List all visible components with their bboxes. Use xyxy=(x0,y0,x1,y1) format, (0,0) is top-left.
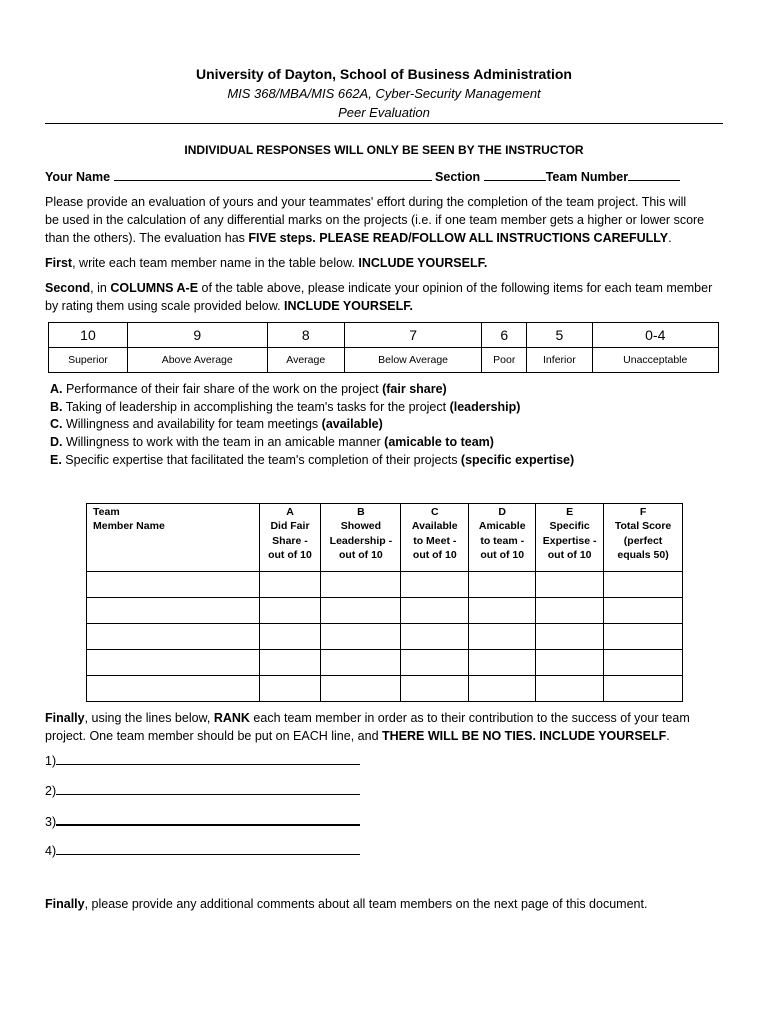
criteria-text: Willingness to work with the team in an amicable manner xyxy=(62,435,385,450)
score-cell[interactable] xyxy=(536,572,604,598)
header-line: equals 50) xyxy=(617,548,669,561)
score-cell[interactable] xyxy=(321,598,401,624)
eval-header-row xyxy=(87,504,683,572)
scale-label: Superior xyxy=(49,348,128,373)
score-cell[interactable] xyxy=(469,572,536,598)
step-second-emphasis: INCLUDE YOURSELF. xyxy=(284,299,413,313)
criteria-letter: C. xyxy=(50,417,63,432)
section-label: Section xyxy=(435,170,481,184)
closing-lead: Finally xyxy=(45,897,85,911)
scale-label-row xyxy=(49,348,719,373)
closing-instructions xyxy=(45,895,723,913)
your-name-field[interactable] xyxy=(114,168,432,181)
criteria-item xyxy=(50,399,574,417)
header-line: out of 10 xyxy=(339,548,383,561)
rank-field[interactable] xyxy=(56,842,360,855)
criteria-key: (specific expertise) xyxy=(460,452,575,467)
intro-text: than the others). The evaluation has xyxy=(45,231,249,245)
section-field[interactable] xyxy=(484,168,546,181)
step-second-line xyxy=(45,297,723,315)
ranking-line xyxy=(45,727,723,745)
member-name-cell[interactable] xyxy=(87,676,260,702)
step-second-lead: Second xyxy=(45,281,91,295)
header-divider xyxy=(45,123,723,124)
header-col-f xyxy=(604,504,683,572)
total-cell[interactable] xyxy=(604,572,683,598)
score-cell[interactable] xyxy=(259,676,321,702)
university-title: University of Dayton, School of Business Administration xyxy=(196,66,572,82)
header-line: out of 10 xyxy=(412,548,457,561)
step-second-text: by rating them using scale provided below. xyxy=(45,299,285,313)
scale-score: 0-4 xyxy=(592,323,718,348)
ranking-lead: Finally xyxy=(45,711,85,725)
intro-line: Please provide an evaluation of yours and your teammates' effort during the completion of the team project. This will xyxy=(45,195,687,209)
ranking-instructions xyxy=(45,709,723,745)
scale-label: Above Average xyxy=(127,348,267,373)
score-cell[interactable] xyxy=(536,676,604,702)
header-line: Member Name xyxy=(93,520,165,533)
member-name-cell[interactable] xyxy=(87,650,260,676)
rank-number: 3) xyxy=(45,815,57,829)
ranking-emphasis: THERE WILL BE NO TIES. INCLUDE YOURSELF xyxy=(382,729,667,743)
criteria-list xyxy=(50,381,574,470)
score-cell[interactable] xyxy=(536,598,604,624)
scale-label: Below Average xyxy=(344,348,481,373)
scale-label: Unacceptable xyxy=(592,348,718,373)
step-second-text: of the table above, please indicate your opinion of the following items for each team member xyxy=(198,281,713,295)
member-name-cell[interactable] xyxy=(87,572,260,598)
score-cell[interactable] xyxy=(259,572,321,598)
scale-score-row xyxy=(49,323,719,348)
criteria-item xyxy=(50,381,574,399)
rank-number: 1) xyxy=(45,754,57,768)
ranking-text: . xyxy=(666,729,670,743)
criteria-key: (available) xyxy=(321,417,383,432)
header-line: Did Fair xyxy=(270,520,310,533)
intro-line xyxy=(45,229,723,247)
team-number-field[interactable] xyxy=(628,168,680,181)
ranking-text: project. One team member should be put on EACH line, and xyxy=(45,729,382,743)
score-cell[interactable] xyxy=(401,676,469,702)
document-type: Peer Evaluation xyxy=(338,105,430,120)
table-row xyxy=(87,598,683,624)
rank-line-3 xyxy=(45,812,360,829)
score-cell[interactable] xyxy=(536,624,604,650)
table-row xyxy=(87,572,683,598)
rank-line-2 xyxy=(45,782,360,798)
step-second-text: , in xyxy=(90,281,111,295)
rating-scale-table xyxy=(48,322,719,373)
table-row xyxy=(87,624,683,650)
team-evaluation-table xyxy=(86,503,683,702)
ranking-line xyxy=(45,709,723,727)
header-line: out of 10 xyxy=(268,548,312,561)
team-number-label: Team Number xyxy=(545,170,629,184)
criteria-letter: A. xyxy=(50,382,63,396)
score-cell[interactable] xyxy=(469,676,536,702)
header-col-e xyxy=(536,504,604,572)
intro-line: be used in the calculation of any differential marks on the projects (i.e. if one team member gets a higher or lower score xyxy=(45,213,705,227)
score-cell[interactable] xyxy=(469,650,536,676)
step-first-text: , write each team member name in the table below. xyxy=(72,256,359,270)
scale-score: 5 xyxy=(527,323,592,348)
criteria-key: (fair share) xyxy=(382,382,447,396)
header-col-c xyxy=(401,504,469,572)
scale-score: 8 xyxy=(267,323,344,348)
header-line: to Meet - xyxy=(413,534,457,547)
header-line: to team - xyxy=(480,534,525,547)
score-cell[interactable] xyxy=(401,598,469,624)
score-cell[interactable] xyxy=(401,650,469,676)
score-cell[interactable] xyxy=(259,598,321,624)
scale-label: Average xyxy=(267,348,344,373)
criteria-text: Taking of leadership in accomplishing the team's tasks for the project xyxy=(62,399,450,414)
criteria-letter: B. xyxy=(50,399,63,414)
header-line: Available xyxy=(411,520,458,533)
header-line: Team xyxy=(93,506,120,518)
privacy-notice: INDIVIDUAL RESPONSES WILL ONLY BE SEEN BY THE INSTRUCTOR xyxy=(184,143,584,157)
criteria-letter: E. xyxy=(50,452,62,467)
step-second-emphasis: COLUMNS A-E xyxy=(110,281,199,295)
criteria-text: Performance of their fair share of the work on the project xyxy=(62,382,383,396)
header-line: Amicable xyxy=(478,520,526,533)
criteria-letter: D. xyxy=(50,435,63,450)
scale-score: 7 xyxy=(344,323,481,348)
header-line: C xyxy=(430,506,439,518)
scale-score: 10 xyxy=(49,323,128,348)
header-line: B xyxy=(357,506,365,518)
scale-score: 9 xyxy=(127,323,267,348)
criteria-text: Specific expertise that facilitated the team's completion of their projects xyxy=(61,452,461,467)
scale-label: Inferior xyxy=(527,348,592,373)
step-first xyxy=(45,254,723,272)
score-cell[interactable] xyxy=(469,598,536,624)
criteria-item xyxy=(50,416,574,434)
criteria-item xyxy=(50,452,574,470)
header-col-d xyxy=(469,504,536,572)
header-line: Expertise - xyxy=(542,534,597,547)
ranking-text: each team member in order as to their contribution to the success of your team xyxy=(249,711,690,725)
ranking-text: , using the lines below, xyxy=(84,711,214,725)
criteria-key: (amicable to team) xyxy=(384,435,494,450)
total-cell[interactable] xyxy=(604,676,683,702)
member-name-cell[interactable] xyxy=(87,624,260,650)
score-cell[interactable] xyxy=(259,650,321,676)
header-team-member-name xyxy=(87,504,260,572)
header-line: Total Score xyxy=(614,520,672,533)
step-second xyxy=(45,279,723,315)
total-cell[interactable] xyxy=(604,598,683,624)
table-row xyxy=(87,650,683,676)
header-line: Showed xyxy=(340,520,381,533)
criteria-text: Willingness and availability for team meetings xyxy=(62,417,322,432)
your-name-label: Your Name xyxy=(45,170,111,184)
member-name-cell[interactable] xyxy=(87,598,260,624)
total-cell[interactable] xyxy=(604,624,683,650)
score-cell[interactable] xyxy=(321,572,401,598)
header-line: F xyxy=(639,506,647,518)
header-col-a xyxy=(259,504,321,572)
header-line: A xyxy=(286,506,294,518)
criteria-item xyxy=(50,434,574,452)
score-cell[interactable] xyxy=(401,572,469,598)
header-line: Specific xyxy=(549,520,590,533)
score-cell[interactable] xyxy=(321,676,401,702)
header-line: out of 10 xyxy=(480,548,525,561)
step-first-lead: First xyxy=(45,256,73,270)
header-col-b xyxy=(321,504,401,572)
header-line: (perfect xyxy=(623,534,663,547)
header-line: E xyxy=(566,506,574,518)
header-line: Share - xyxy=(272,534,308,547)
header-line: D xyxy=(498,506,506,518)
scale-label: Poor xyxy=(482,348,527,373)
scale-score: 6 xyxy=(482,323,527,348)
score-cell[interactable] xyxy=(321,650,401,676)
score-cell[interactable] xyxy=(469,624,536,650)
header-line: Leadership - xyxy=(329,534,393,547)
intro-emphasis: FIVE steps. PLEASE READ/FOLLOW ALL INSTRUCTIONS CAREFULLY xyxy=(248,231,669,245)
course-name: MIS 368/MBA/MIS 662A, Cyber-Security Management xyxy=(227,86,541,101)
closing-text: , please provide any additional comments about all team members on the next page of this document. xyxy=(84,897,648,911)
intro-text: . xyxy=(668,231,672,245)
score-cell[interactable] xyxy=(536,650,604,676)
rank-field[interactable] xyxy=(56,782,360,795)
rank-field[interactable] xyxy=(56,812,360,826)
identity-fields-row xyxy=(45,168,723,186)
step-first-emphasis: INCLUDE YOURSELF. xyxy=(358,256,488,270)
rank-field[interactable] xyxy=(56,752,360,765)
rank-number: 4) xyxy=(45,844,57,858)
rank-number: 2) xyxy=(45,784,57,798)
header-line: out of 10 xyxy=(547,548,592,561)
step-second-line xyxy=(45,279,723,297)
score-cell[interactable] xyxy=(259,624,321,650)
score-cell[interactable] xyxy=(321,624,401,650)
rank-line-1 xyxy=(45,752,360,768)
score-cell[interactable] xyxy=(401,624,469,650)
intro-paragraph xyxy=(45,193,723,247)
table-row xyxy=(87,676,683,702)
ranking-emphasis: RANK xyxy=(213,711,250,725)
rank-line-4 xyxy=(45,842,360,858)
criteria-key: (leadership) xyxy=(449,399,521,414)
total-cell[interactable] xyxy=(604,650,683,676)
